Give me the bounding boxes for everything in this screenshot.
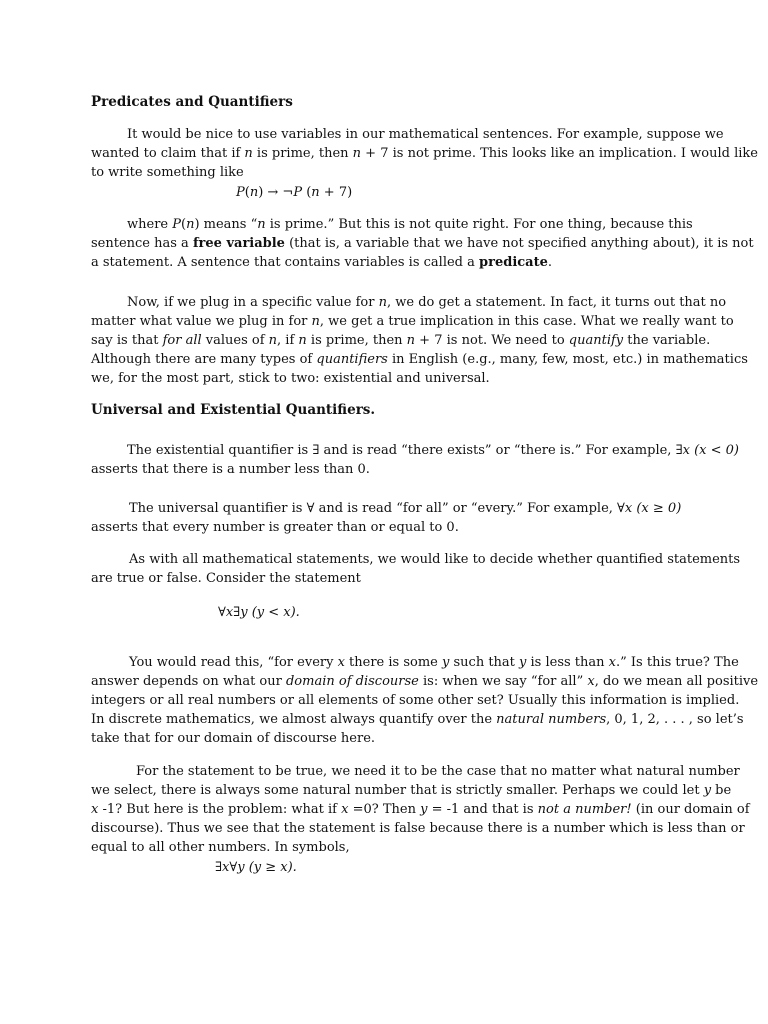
exists-symbol: ∃	[312, 443, 320, 458]
paragraph-existential	[91, 441, 739, 479]
paragraph-quantify	[91, 293, 748, 388]
forall-symbol: ∀	[306, 501, 315, 516]
section-heading-quantifiers: Universal and Existential Quantifiers.	[91, 402, 376, 418]
paragraph-universal	[91, 499, 682, 537]
text-line: Although there are many types of quantifiers in English (e.g., many, few, most, etc.) in mathematics	[91, 352, 748, 367]
text-line: are true or false. Consider the statement	[91, 571, 361, 586]
text-line: answer depends on what our domain of discourse is: when we say “for all” x, do we mean all positive	[91, 674, 759, 689]
text-line: a statement. A sentence that contains variables is called a predicate.	[91, 255, 553, 270]
paragraph-domain	[91, 653, 759, 748]
text-line: to write something like	[91, 165, 244, 180]
text-line: x -1? But here is the problem: what if x =0? Then y = -1 and that is not a number! (in our domain of	[91, 802, 750, 817]
formula-exists-forall: ∃x∀y (y ≥ x).	[215, 860, 297, 875]
text-line: For the statement to be true, we need it to be the case that no matter what natural number	[136, 764, 740, 779]
text-line: we select, there is always some natural number that is strictly smaller. Perhaps we could let y be	[91, 783, 732, 798]
paragraph-false-statement	[91, 762, 750, 857]
paragraph-intro	[91, 125, 758, 182]
text-line: say is that for all values of n, if n is prime, then n + 7 is not. We need to quantify the variable.	[91, 333, 711, 348]
text-line: discourse). Thus we see that the statement is false because there is a number which is less than or	[91, 821, 745, 836]
text-line: As with all mathematical statements, we would like to decide whether quantified statements	[129, 552, 741, 567]
formula-forall-exists: ∀x∃y (y < x).	[218, 605, 300, 620]
formula-implication: P(n) → ¬P (n + 7)	[236, 185, 353, 200]
text-line: The existential quantifier is ∃ and is read “there exists” or “there is.” For example, ∃x (x < 0)	[127, 443, 739, 458]
text-line: we, for the most part, stick to two: existential and universal.	[91, 371, 490, 386]
text-line: In discrete mathematics, we almost always quantify over the natural numbers, 0, 1, 2, . . . , so let’s	[91, 712, 744, 727]
text-line: The universal quantifier is ∀ and is read “for all” or “every.” For example, ∀x (x ≥ 0)	[129, 501, 682, 516]
text-line: asserts that every number is greater than or equal to 0.	[91, 520, 459, 535]
text-line: where P(n) means “n is prime.” But this is not quite right. For one thing, because this	[127, 217, 693, 232]
text-line: sentence has a free variable (that is, a variable that we have not specified anything about), it is not	[91, 236, 754, 251]
text-line: integers or all real numbers or all elements of some other set? Usually this information is implied.	[91, 693, 740, 708]
paragraph-consider	[91, 550, 741, 588]
text-line: equal to all other numbers. In symbols,	[91, 840, 350, 855]
text-line: wanted to claim that if n is prime, then n + 7 is not prime. This looks like an implication. I would like	[91, 146, 758, 161]
paragraph-predicate	[91, 215, 754, 272]
text-line: matter what value we plug in for n, we get a true implication in this case. What we really want to	[91, 314, 734, 329]
text-line: take that for our domain of discourse here.	[91, 731, 376, 746]
text-line: It would be nice to use variables in our mathematical sentences. For example, suppose we	[127, 127, 724, 142]
text-line: Now, if we plug in a specific value for n, we do get a statement. In fact, it turns out that no	[127, 295, 727, 310]
text-line: asserts that there is a number less than 0.	[91, 462, 370, 477]
section-heading-predicates: Predicates and Quantifiers	[91, 94, 293, 110]
text-line: You would read this, “for every x there is some y such that y is less than x.” Is this true? The	[129, 655, 739, 670]
